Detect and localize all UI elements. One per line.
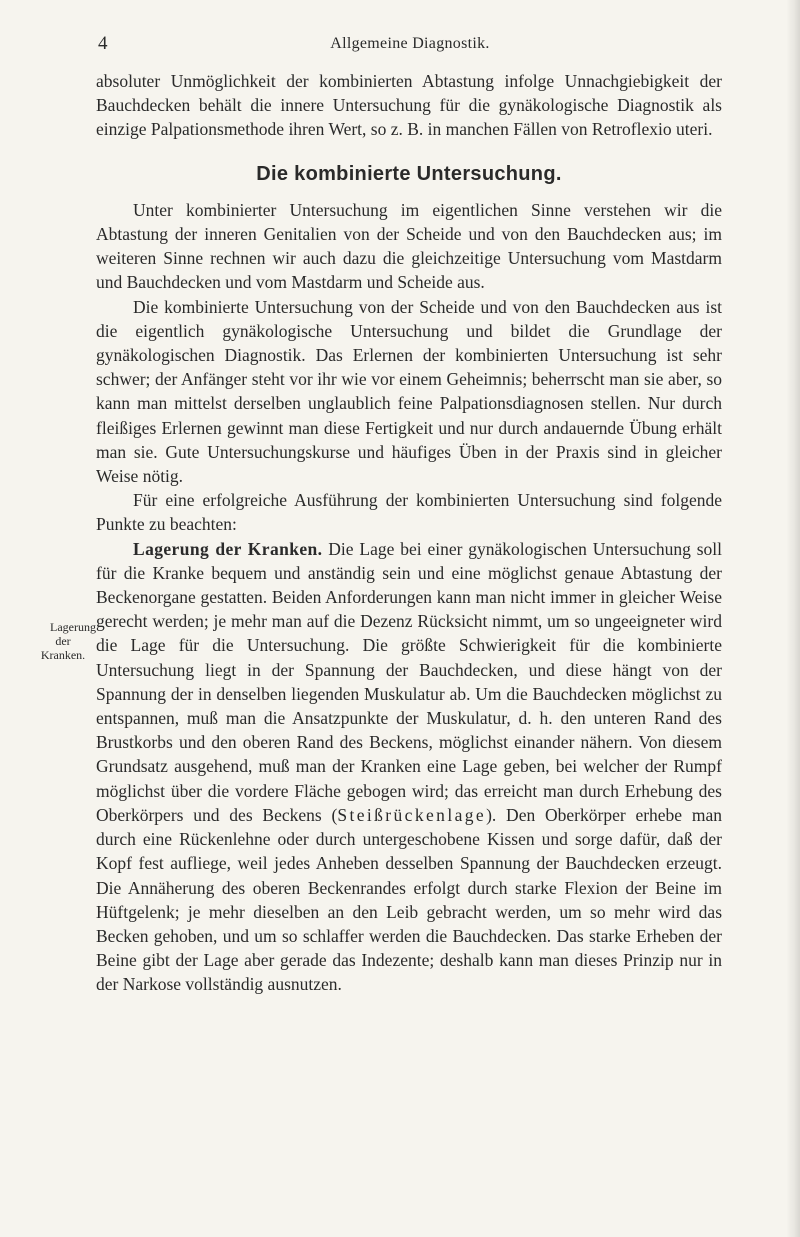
spaced-term: Steißrückenlage	[337, 804, 487, 825]
paragraph: Unter kombinierter Untersuchung im eigentlichen Sinne verstehen wir die Abtastung der inneren Genitalien von der Scheide und von den Bauchdecken aus; im weiteren Sinne rechnen wir auch dazu die gleichzeitige Untersuchung vom Mastdarm und Bauchdecken und vom Mastdarm und Scheide aus.	[96, 199, 722, 293]
page-edge-shadow	[786, 0, 800, 1237]
margin-note-line: Lagerung	[50, 620, 96, 634]
paragraph-text: ). Den Oberkörper erhebe man durch eine Rückenlehne oder durch untergeschobene Kissen und sorge dafür, daß der Kopf fest aufliege, weil jedes Anheben desselben Spannung der Bauchdecken erzeugt. Die Annäherung des oberen Beckenrandes erfolgt durch starke Flexion der Beine im Hüftgelenk; je mehr dieselben an den Leib gebracht werden, um so mehr wird das Becken gehoben, und um so schlaffer werden die Bauchdecken. Das starke Erheben der Beine gibt der Lage aber gerade das Indezente; deshalb kann man dieses Prinzip nur in der Narkose vollständig ausnutzen.	[96, 804, 722, 995]
page-number: 4	[98, 33, 108, 54]
paragraph	[96, 537, 722, 997]
paragraph: Die kombinierte Untersuchung von der Scheide und von den Bauchdecken aus ist die eigentlich gynäkologische Untersuchung und bildet die Grundlage der gynäkologischen Diagnostik. Das Erlernen der kombinierten Untersuchung ist sehr schwer; der Anfänger steht vor ihr wie vor einem Geheimnis; beherrscht man sie aber, so kann man mittelst derselben unglaublich feine Palpationsdiagnosen stellen. Nur durch fleißiges Erlernen gewinnt man diese Fertigkeit und nur durch andauernde Übung erhält man sie. Gute Untersuchungskurse und häufiges Üben in der Praxis sind in gleicher Weise nötig.	[96, 296, 722, 487]
running-head: Allgemeine Diagnostik.	[330, 35, 490, 52]
main-text	[96, 69, 722, 997]
section-heading: Die kombinierte Untersuchung.	[256, 162, 562, 185]
paragraph: Für eine erfolgreiche Ausführung der kombinierten Untersuchung sind folgende Punkte zu beachten:	[96, 490, 722, 535]
margin-note-line: der	[55, 634, 71, 648]
paragraph-text: Die Lage bei einer gynäkologischen Untersuchung soll für die Kranke bequem und anständig sein und eine möglichst genaue Abtastung der Beckenorgane gestatten. Beiden Anforderungen kann man nicht immer in gleicher Weise gerecht werden; je mehr man auf die Dezenz Rücksicht nimmt, um so ungeeigneter wird die Lage für die Untersuchung. Die größte Schwierigkeit für die kombinierte Untersuchung liegt in der Spannung der Bauchdecken, und diese hängt von der Spannung der in denselben liegenden Muskulatur ab. Um die Bauchdecken möglichst zu entspannen, muß man die Ansatzpunkte der Muskulatur, d. h. den unteren Rand des Brustkorbs und den oberen Rand des Beckens, möglichst einander nähern. Von diesem Grundsatz ausgehend, muß man der Kranken eine Lage geben, bei welcher der Rumpf möglichst über die vordere Fläche gebogen wird; das erreicht man durch Erhebung des Oberkörpers und des Beckens (	[96, 538, 722, 825]
margin-note	[30, 620, 96, 662]
margin-note-line: Kranken.	[40, 648, 86, 662]
paragraph: absoluter Unmöglichkeit der kombinierten Abtastung infolge Unnachgiebigkeit der Bauchdecken behält die innere Untersuchung für die gynäkologische Diagnostik als einzige Palpationsmethode ihren Wert, so z. B. in manchen Fällen von Retroflexio uteri.	[96, 71, 722, 140]
paragraph-heading: Lagerung der Kranken.	[133, 538, 323, 559]
